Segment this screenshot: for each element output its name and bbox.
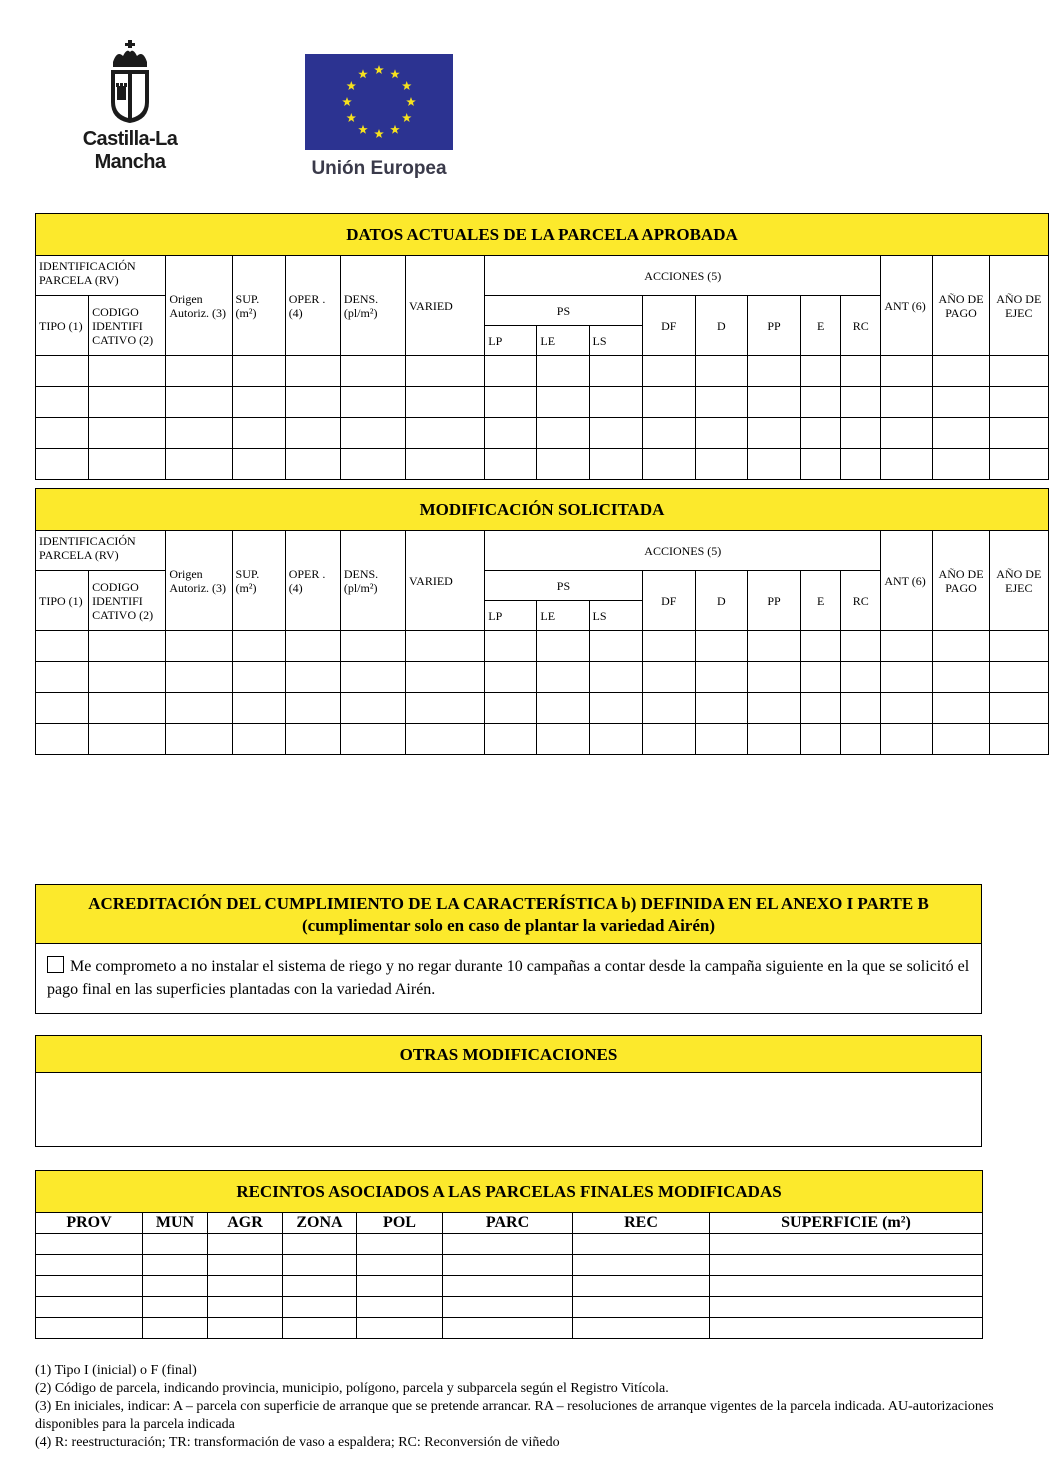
input-cell[interactable] xyxy=(841,449,881,480)
input-cell[interactable] xyxy=(841,418,881,449)
eu-star-icon xyxy=(402,113,412,122)
input-cell[interactable] xyxy=(285,418,340,449)
input-cell[interactable] xyxy=(573,1297,710,1318)
input-cell[interactable] xyxy=(710,1318,983,1339)
input-cell[interactable] xyxy=(989,418,1048,449)
input-cell[interactable] xyxy=(208,1255,283,1276)
recintos-column-header: SUPERFICIE (m²) xyxy=(710,1213,983,1234)
input-cell[interactable] xyxy=(642,724,695,755)
ant-header: ANT (6) xyxy=(881,531,933,631)
input-cell[interactable] xyxy=(357,1276,443,1297)
input-cell[interactable] xyxy=(589,693,642,724)
input-cell[interactable] xyxy=(406,449,485,480)
input-cell[interactable] xyxy=(406,418,485,449)
table-row xyxy=(36,356,1049,387)
parcela-aprobada-title: DATOS ACTUALES DE LA PARCELA APROBADA xyxy=(36,214,1049,256)
table-row xyxy=(36,1234,983,1255)
pp-header: PP xyxy=(747,296,800,356)
input-cell[interactable] xyxy=(573,1318,710,1339)
eu-star-icon xyxy=(358,69,368,78)
input-cell[interactable] xyxy=(933,449,989,480)
input-cell[interactable] xyxy=(933,631,989,662)
input-cell[interactable] xyxy=(710,1234,983,1255)
input-cell[interactable] xyxy=(340,693,405,724)
input-cell[interactable] xyxy=(695,356,747,387)
input-cell[interactable] xyxy=(989,631,1048,662)
input-cell[interactable] xyxy=(841,693,881,724)
input-cell[interactable] xyxy=(642,662,695,693)
input-cell[interactable] xyxy=(36,631,89,662)
input-cell[interactable] xyxy=(357,1234,443,1255)
input-cell[interactable] xyxy=(801,356,841,387)
input-cell[interactable] xyxy=(357,1255,443,1276)
input-cell[interactable] xyxy=(283,1234,357,1255)
modificacion-solicitada-table xyxy=(35,488,1049,755)
acreditacion-section xyxy=(35,884,982,1014)
input-cell[interactable] xyxy=(36,1234,143,1255)
input-cell[interactable] xyxy=(933,724,989,755)
recintos-column-header: ZONA xyxy=(283,1213,357,1234)
footnote-4: (4) R: reestructuración; TR: transformación de vaso a espaldera; RC: Reconversión de viñedo xyxy=(35,1435,560,1450)
input-cell[interactable] xyxy=(285,693,340,724)
table-row xyxy=(36,631,1049,662)
input-cell[interactable] xyxy=(443,1276,573,1297)
input-cell[interactable] xyxy=(283,1255,357,1276)
rc-header: RC xyxy=(841,571,881,631)
input-cell[interactable] xyxy=(881,418,933,449)
table-row xyxy=(36,387,1049,418)
le-header: LE xyxy=(537,326,589,356)
input-cell[interactable] xyxy=(357,1318,443,1339)
input-cell[interactable] xyxy=(841,662,881,693)
input-cell[interactable] xyxy=(537,356,589,387)
table-row xyxy=(36,1318,983,1339)
input-cell[interactable] xyxy=(801,693,841,724)
input-cell[interactable] xyxy=(485,418,537,449)
input-cell[interactable] xyxy=(485,724,537,755)
codigo-header: CODIGO IDENTIFI CATIVO (2) xyxy=(89,571,166,631)
input-cell[interactable] xyxy=(642,631,695,662)
input-cell[interactable] xyxy=(881,449,933,480)
ano-pago-header: AÑO DE PAGO xyxy=(933,531,989,631)
input-cell[interactable] xyxy=(443,1255,573,1276)
input-cell[interactable] xyxy=(285,631,340,662)
input-cell[interactable] xyxy=(36,693,89,724)
input-cell[interactable] xyxy=(642,387,695,418)
footnote-3: (3) En iniciales, indicar: A – parcela con superficie de arranque que se pretende arrancar. RA – resoluciones de arranque vigentes de la parcela indicada. AU-autorizaciones disponibles para la parcela indicada xyxy=(35,1399,994,1432)
input-cell[interactable] xyxy=(881,693,933,724)
eu-logo-text: Unión Europea xyxy=(311,158,447,179)
input-cell[interactable] xyxy=(933,693,989,724)
input-cell[interactable] xyxy=(166,356,232,387)
eu-star-icon xyxy=(374,65,384,74)
input-cell[interactable] xyxy=(406,387,485,418)
input-cell[interactable] xyxy=(36,418,89,449)
input-cell[interactable] xyxy=(801,662,841,693)
acreditacion-body xyxy=(36,944,981,1001)
input-cell[interactable] xyxy=(989,662,1048,693)
input-cell[interactable] xyxy=(573,1255,710,1276)
input-cell[interactable] xyxy=(747,418,800,449)
input-cell[interactable] xyxy=(36,356,89,387)
ls-header: LS xyxy=(589,601,642,631)
input-cell[interactable] xyxy=(537,724,589,755)
input-cell[interactable] xyxy=(485,387,537,418)
input-cell[interactable] xyxy=(340,387,405,418)
input-cell[interactable] xyxy=(695,662,747,693)
input-cell[interactable] xyxy=(232,631,285,662)
castle-crown-icon xyxy=(105,40,155,125)
footnote-2: (2) Código de parcela, indicando provincia, municipio, polígono, parcela y subparcela según el Registro Vitícola. xyxy=(35,1381,669,1396)
input-cell[interactable] xyxy=(747,356,800,387)
ant-header: ANT (6) xyxy=(881,256,933,356)
input-cell[interactable] xyxy=(801,387,841,418)
input-cell[interactable] xyxy=(710,1276,983,1297)
input-cell[interactable] xyxy=(485,662,537,693)
df-header: DF xyxy=(642,296,695,356)
rc-header: RC xyxy=(841,296,881,356)
input-cell[interactable] xyxy=(36,724,89,755)
input-cell[interactable] xyxy=(485,693,537,724)
input-cell[interactable] xyxy=(340,662,405,693)
codigo-header: CODIGO IDENTIFI CATIVO (2) xyxy=(89,296,166,356)
input-cell[interactable] xyxy=(537,631,589,662)
input-cell[interactable] xyxy=(747,449,800,480)
input-cell[interactable] xyxy=(232,693,285,724)
input-cell[interactable] xyxy=(143,1234,208,1255)
input-cell[interactable] xyxy=(89,387,166,418)
input-cell[interactable] xyxy=(573,1276,710,1297)
input-cell[interactable] xyxy=(232,724,285,755)
input-cell[interactable] xyxy=(881,631,933,662)
table-row xyxy=(36,1276,983,1297)
input-cell[interactable] xyxy=(801,418,841,449)
table-row xyxy=(36,724,1049,755)
recintos-column-header: PARC xyxy=(443,1213,573,1234)
table-row xyxy=(36,662,1049,693)
input-cell[interactable] xyxy=(89,356,166,387)
input-cell[interactable] xyxy=(406,693,485,724)
origen-header: Origen Autoriz. (3) xyxy=(166,256,232,356)
input-cell[interactable] xyxy=(933,387,989,418)
input-cell[interactable] xyxy=(801,449,841,480)
df-header: DF xyxy=(642,571,695,631)
input-cell[interactable] xyxy=(340,356,405,387)
input-cell[interactable] xyxy=(841,356,881,387)
input-cell[interactable] xyxy=(642,449,695,480)
castilla-la-mancha-logo xyxy=(50,40,210,173)
input-cell[interactable] xyxy=(340,724,405,755)
input-cell[interactable] xyxy=(283,1318,357,1339)
input-cell[interactable] xyxy=(989,387,1048,418)
table-row xyxy=(36,693,1049,724)
input-cell[interactable] xyxy=(443,1297,573,1318)
acciones-header: ACCIONES (5) xyxy=(485,531,881,571)
table-row xyxy=(36,449,1049,480)
input-cell[interactable] xyxy=(89,418,166,449)
input-cell[interactable] xyxy=(36,1276,143,1297)
input-cell[interactable] xyxy=(989,724,1048,755)
input-cell[interactable] xyxy=(232,356,285,387)
input-cell[interactable] xyxy=(589,724,642,755)
eu-star-icon xyxy=(347,81,357,90)
input-cell[interactable] xyxy=(589,418,642,449)
input-cell[interactable] xyxy=(747,662,800,693)
otras-modificaciones-title: OTRAS MODIFICACIONES xyxy=(36,1036,981,1073)
input-cell[interactable] xyxy=(989,449,1048,480)
e-header: E xyxy=(801,296,841,356)
e-header: E xyxy=(801,571,841,631)
otras-modificaciones-field[interactable] xyxy=(36,1073,981,1146)
recintos-column-header: AGR xyxy=(208,1213,283,1234)
sup-header: SUP. (m²) xyxy=(232,256,285,356)
d-header: D xyxy=(695,571,747,631)
input-cell[interactable] xyxy=(695,387,747,418)
input-cell[interactable] xyxy=(747,387,800,418)
input-cell[interactable] xyxy=(36,449,89,480)
input-cell[interactable] xyxy=(89,449,166,480)
ano-ejec-header: AÑO DE EJEC xyxy=(989,256,1048,356)
input-cell[interactable] xyxy=(989,693,1048,724)
input-cell[interactable] xyxy=(406,662,485,693)
input-cell[interactable] xyxy=(589,356,642,387)
input-cell[interactable] xyxy=(881,724,933,755)
eu-star-icon xyxy=(347,113,357,122)
eu-flag-icon xyxy=(305,54,453,150)
ano-pago-header: AÑO DE PAGO xyxy=(933,256,989,356)
table-row xyxy=(36,1297,983,1318)
input-cell[interactable] xyxy=(36,662,89,693)
input-cell[interactable] xyxy=(747,724,800,755)
input-cell[interactable] xyxy=(283,1297,357,1318)
input-cell[interactable] xyxy=(933,662,989,693)
footnotes xyxy=(35,1362,1010,1452)
airen-commitment-checkbox[interactable] xyxy=(47,956,64,973)
input-cell[interactable] xyxy=(208,1234,283,1255)
input-cell[interactable] xyxy=(208,1297,283,1318)
input-cell[interactable] xyxy=(232,662,285,693)
input-cell[interactable] xyxy=(340,418,405,449)
input-cell[interactable] xyxy=(166,449,232,480)
input-cell[interactable] xyxy=(208,1318,283,1339)
input-cell[interactable] xyxy=(283,1276,357,1297)
input-cell[interactable] xyxy=(340,631,405,662)
input-cell[interactable] xyxy=(881,356,933,387)
input-cell[interactable] xyxy=(642,356,695,387)
input-cell[interactable] xyxy=(406,631,485,662)
input-cell[interactable] xyxy=(36,1318,143,1339)
input-cell[interactable] xyxy=(537,662,589,693)
input-cell[interactable] xyxy=(933,418,989,449)
varied-header: VARIED xyxy=(406,256,485,356)
input-cell[interactable] xyxy=(357,1297,443,1318)
input-cell[interactable] xyxy=(841,724,881,755)
eu-star-icon xyxy=(402,81,412,90)
input-cell[interactable] xyxy=(642,693,695,724)
d-header: D xyxy=(695,296,747,356)
input-cell[interactable] xyxy=(36,1297,143,1318)
input-cell[interactable] xyxy=(642,418,695,449)
parcela-aprobada-table xyxy=(35,213,1049,480)
input-cell[interactable] xyxy=(589,631,642,662)
acciones-header: ACCIONES (5) xyxy=(485,256,881,296)
input-cell[interactable] xyxy=(406,356,485,387)
input-cell[interactable] xyxy=(208,1276,283,1297)
input-cell[interactable] xyxy=(573,1234,710,1255)
varied-header: VARIED xyxy=(406,531,485,631)
input-cell[interactable] xyxy=(285,724,340,755)
input-cell[interactable] xyxy=(285,449,340,480)
eu-star-icon xyxy=(358,125,368,134)
eu-star-icon xyxy=(374,129,384,138)
airen-commitment-text: Me comprometo a no instalar el sistema de riego y no regar durante 10 campañas a contar desde la campaña siguiente en la que se solicitó el pago final en las superficies plantadas con la variedad Airén. xyxy=(47,958,970,998)
input-cell[interactable] xyxy=(841,631,881,662)
input-cell[interactable] xyxy=(485,449,537,480)
input-cell[interactable] xyxy=(485,356,537,387)
input-cell[interactable] xyxy=(537,449,589,480)
recintos-column-header: POL xyxy=(357,1213,443,1234)
identificacion-header: IDENTIFICACIÓN PARCELA (RV) xyxy=(36,256,166,296)
input-cell[interactable] xyxy=(881,387,933,418)
recintos-column-header: PROV xyxy=(36,1213,143,1234)
input-cell[interactable] xyxy=(989,356,1048,387)
input-cell[interactable] xyxy=(589,387,642,418)
input-cell[interactable] xyxy=(232,418,285,449)
input-cell[interactable] xyxy=(881,662,933,693)
input-cell[interactable] xyxy=(36,387,89,418)
input-cell[interactable] xyxy=(143,1318,208,1339)
input-cell[interactable] xyxy=(36,1255,143,1276)
input-cell[interactable] xyxy=(710,1255,983,1276)
oper-header: OPER . (4) xyxy=(285,531,340,631)
input-cell[interactable] xyxy=(589,449,642,480)
ls-header: LS xyxy=(589,326,642,356)
otras-modificaciones-section xyxy=(35,1035,982,1147)
oper-header: OPER . (4) xyxy=(285,256,340,356)
identificacion-header: IDENTIFICACIÓN PARCELA (RV) xyxy=(36,531,166,571)
input-cell[interactable] xyxy=(143,1297,208,1318)
input-cell[interactable] xyxy=(747,693,800,724)
input-cell[interactable] xyxy=(166,693,232,724)
input-cell[interactable] xyxy=(232,387,285,418)
recintos-column-header: MUN xyxy=(143,1213,208,1234)
pp-header: PP xyxy=(747,571,800,631)
input-cell[interactable] xyxy=(695,724,747,755)
acreditacion-title: ACREDITACIÓN DEL CUMPLIMIENTO DE LA CARACTERÍSTICA b) DEFINIDA EN EL ANEXO I PARTE B (cumplimentar solo en caso de plantar la variedad Airén) xyxy=(36,885,981,944)
input-cell[interactable] xyxy=(933,356,989,387)
input-cell[interactable] xyxy=(143,1276,208,1297)
input-cell[interactable] xyxy=(89,631,166,662)
input-cell[interactable] xyxy=(89,693,166,724)
input-cell[interactable] xyxy=(340,449,405,480)
input-cell[interactable] xyxy=(166,387,232,418)
eu-star-icon xyxy=(406,97,416,106)
input-cell[interactable] xyxy=(801,631,841,662)
input-cell[interactable] xyxy=(89,662,166,693)
input-cell[interactable] xyxy=(537,418,589,449)
table-row xyxy=(36,1255,983,1276)
input-cell[interactable] xyxy=(166,631,232,662)
origen-header: Origen Autoriz. (3) xyxy=(166,531,232,631)
input-cell[interactable] xyxy=(89,724,166,755)
input-cell[interactable] xyxy=(537,387,589,418)
input-cell[interactable] xyxy=(710,1297,983,1318)
input-cell[interactable] xyxy=(406,724,485,755)
input-cell[interactable] xyxy=(166,724,232,755)
lp-header: LP xyxy=(485,326,537,356)
input-cell[interactable] xyxy=(695,693,747,724)
tipo-header: TIPO (1) xyxy=(36,571,89,631)
recintos-table xyxy=(35,1170,983,1339)
eu-star-icon xyxy=(390,69,400,78)
modificacion-solicitada-title: MODIFICACIÓN SOLICITADA xyxy=(36,489,1049,531)
dens-header: DENS. (pl/m²) xyxy=(340,531,405,631)
input-cell[interactable] xyxy=(285,356,340,387)
input-cell[interactable] xyxy=(443,1318,573,1339)
input-cell[interactable] xyxy=(747,631,800,662)
input-cell[interactable] xyxy=(801,724,841,755)
recintos-title: RECINTOS ASOCIADOS A LAS PARCELAS FINALES MODIFICADAS xyxy=(36,1171,983,1213)
eu-star-icon xyxy=(390,125,400,134)
clm-logo-text: Castilla-La Mancha xyxy=(82,128,178,173)
sup-header: SUP. (m²) xyxy=(232,531,285,631)
input-cell[interactable] xyxy=(589,662,642,693)
input-cell[interactable] xyxy=(143,1255,208,1276)
ano-ejec-header: AÑO DE EJEC xyxy=(989,531,1048,631)
input-cell[interactable] xyxy=(695,631,747,662)
eu-star-icon xyxy=(342,97,352,106)
eu-stars-icon xyxy=(305,54,453,150)
european-union-logo xyxy=(300,52,458,187)
input-cell[interactable] xyxy=(285,387,340,418)
tipo-header: TIPO (1) xyxy=(36,296,89,356)
dens-header: DENS. (pl/m²) xyxy=(340,256,405,356)
ps-header: PS xyxy=(485,296,642,326)
input-cell[interactable] xyxy=(695,449,747,480)
input-cell[interactable] xyxy=(841,387,881,418)
lp-header: LP xyxy=(485,601,537,631)
input-cell[interactable] xyxy=(485,631,537,662)
input-cell[interactable] xyxy=(166,418,232,449)
table-row xyxy=(36,418,1049,449)
input-cell[interactable] xyxy=(232,449,285,480)
footnote-1: (1) Tipo I (inicial) o F (final) xyxy=(35,1363,197,1378)
recintos-column-header: REC xyxy=(573,1213,710,1234)
le-header: LE xyxy=(537,601,589,631)
input-cell[interactable] xyxy=(443,1234,573,1255)
input-cell[interactable] xyxy=(695,418,747,449)
ps-header: PS xyxy=(485,571,642,601)
input-cell[interactable] xyxy=(537,693,589,724)
input-cell[interactable] xyxy=(285,662,340,693)
input-cell[interactable] xyxy=(166,662,232,693)
